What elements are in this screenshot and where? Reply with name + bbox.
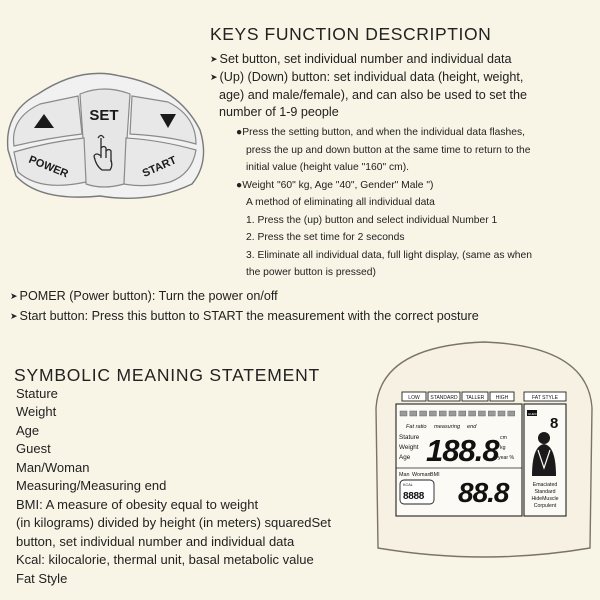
segment-indicator [449,411,456,416]
symbol-item: button, set individual number and individual data [16,534,295,549]
eliminate-line-3: 2. Press the set time for 2 seconds [246,232,405,243]
arrow-bullet-icon: ➤ [210,72,218,82]
symbol-item: Guest [16,441,51,456]
unit-kg: kg [500,445,506,451]
bmi-label: BMI [430,472,440,478]
segment-indicator [400,411,407,416]
eliminate-line-5: the power button is pressed) [246,267,376,278]
tab-taller: TALLER [465,395,485,401]
power-button-description: ➤ POMER (Power button): Turn the power on/off [10,289,278,303]
set-line-text: Set button, set individual number and individual data [219,52,512,66]
symbol-item: BMI: A measure of obesity equal to weight [16,497,259,512]
segment-indicator [420,411,427,416]
kcal-digits: 8888 [403,491,425,502]
power-key-label: POWER [26,153,70,181]
hidemuscle-label: HideMuscle [531,496,559,502]
keypad-illustration [0,72,210,202]
main-digits: 188.8 [426,433,499,468]
symbol-item: Weight [16,404,57,419]
measuring-label: measuring [434,424,461,430]
updown-description-1 [210,69,523,86]
symbol-item: Measuring/Measuring end [16,478,167,493]
tab-fat-style: FAT STYLE [532,395,558,401]
eliminate-line-4: 3. Eliminate all individual data, full light display, (same as when [246,250,532,261]
symbol-item: Kcal: kilocalorie, thermal unit, basal metabolic value [16,552,314,567]
arrow-bullet-icon: ➤ [10,311,18,321]
tab-standard: STANDARD [430,395,458,401]
age-label: Age [399,454,411,461]
eliminate-line-2: 1. Press the (up) button and select individual Number 1 [246,215,498,226]
symbol-item: Stature [16,386,58,401]
standard-label: Standard [534,489,556,495]
set-button-description [210,51,512,68]
eliminate-line-1: A method of eliminating all individual data [246,197,435,208]
unit-cm: cm [500,435,507,441]
corpulent-label: Corpulent [533,503,557,509]
segment-indicator [439,411,446,416]
woman-label: Woman [412,472,431,478]
set-button[interactable] [80,89,130,187]
updown-line: (Up) (Down) button: set individual data (height, weight, [219,70,524,84]
symbol-item: Man/Woman [16,460,90,475]
start-button-description: ➤ Start button: Press this button to START the measurement with the correct posture [10,309,479,323]
guest-label: GUEST [528,412,539,416]
updown-description-3: number of 1-9 people [219,105,339,119]
dot-bullet-icon: ● [236,180,243,191]
symbols-title: SYMBOLIC MEANING STATEMENT [14,365,321,385]
keys-title: KEYS FUNCTION DESCRIPTION [210,24,492,44]
set-key-label: SET [89,107,119,124]
segment-indicator [488,411,495,416]
lower-digits: 88.8 [458,477,509,508]
start-key-label: START [140,154,179,180]
stature-label: Stature [399,434,420,441]
segment-indicator [459,411,466,416]
reset-line-2: press the up and down button at the same time to return to the [246,145,531,156]
reset-line-1: ●Press the setting button, and when the individual data flashes, [236,127,526,138]
emaciated-label: Emaciated [532,482,558,488]
segment-indicator [410,411,417,416]
segment-indicator [478,411,485,416]
kcal-box-label: KCAL [403,483,413,487]
weight-label: Weight [399,444,419,451]
fat-ratio-label: Fat ratio [406,424,427,430]
guest-digit: 8 [550,415,559,432]
segment-indicator [508,411,515,416]
tab-low: LOW [408,395,420,401]
end-label: end [467,424,477,430]
arrow-bullet-icon: ➤ [210,54,218,64]
segment-indicator [498,411,505,416]
symbol-item: Age [16,423,40,438]
symbol-item: (in kilograms) divided by height (in meters) squaredSet [16,515,332,530]
reset-line-3: initial value (height value "160" cm). [246,162,409,173]
defaults-line: ●Weight "60" kg, Age "40", Gender" Male ") [236,180,434,191]
tab-high: HIGH [495,395,509,401]
updown-description-2: age) and male/female), and can also be used to set the [219,88,528,102]
unit-year-percent: year % [498,455,515,461]
dot-bullet-icon: ● [236,127,243,138]
symbol-item: Fat Style [16,571,68,586]
man-label: Man [399,472,410,478]
arrow-bullet-icon: ➤ [10,291,18,301]
segment-indicator [469,411,476,416]
scale-display-illustration [372,338,596,562]
segment-indicator [429,411,436,416]
